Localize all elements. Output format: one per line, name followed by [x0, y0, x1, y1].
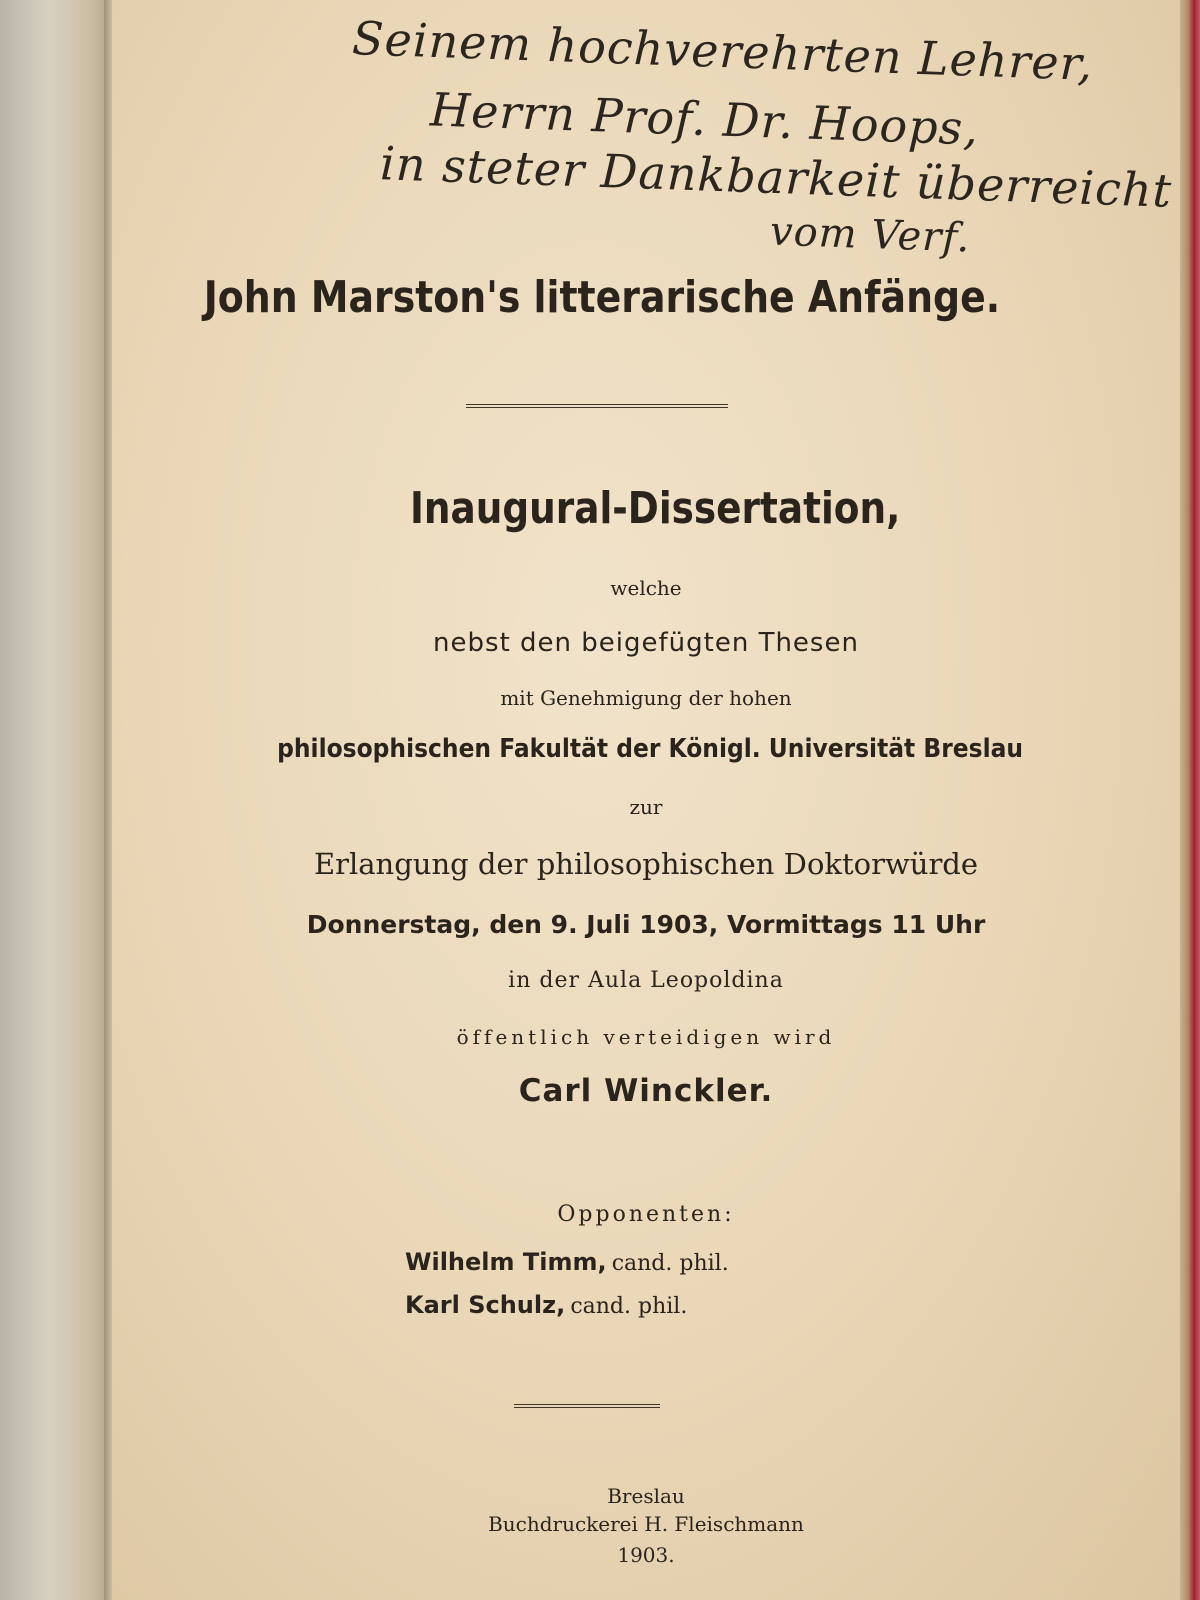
zur-line: zur: [629, 795, 663, 819]
defend-line: öffentlich verteidigen wird: [456, 1025, 836, 1049]
inscription-line-1: Seinem hochverehrten Lehrer,: [351, 11, 1095, 91]
inscription-line-3: in steter Dankbarkeit überreicht: [379, 136, 1173, 218]
dissertation-heading: Inaugural-Dissertation,: [409, 483, 901, 534]
inscription-line-4: vom Verf.: [769, 208, 972, 262]
imprint-printer: Buchdruckerei H. Fleischmann: [488, 1512, 804, 1536]
faculty-line: philosophischen Fakultät der Königl. Universität Breslau: [277, 734, 1024, 764]
date-line: Donnerstag, den 9. Juli 1903, Vormittags 11 Uhr: [306, 910, 986, 939]
opponent-name: Karl Schulz,: [405, 1291, 566, 1319]
opponent-name: Wilhelm Timm,: [405, 1248, 607, 1276]
double-rule-bottom: [514, 1404, 660, 1408]
opponent-item: [405, 1248, 729, 1276]
opponent-role: cand. phil.: [570, 1294, 688, 1319]
double-rule-top: [466, 404, 728, 408]
degree-line: Erlangung der philosophischen Doktorwürde: [313, 847, 979, 881]
imprint-year: 1903.: [617, 1543, 675, 1567]
inscription-line-2: Herrn Prof. Dr. Hoops,: [429, 82, 980, 156]
welche-line: welche: [610, 576, 682, 600]
author-name: Carl Winckler.: [518, 1073, 774, 1109]
cover-edge: [1180, 0, 1200, 1600]
nebst-line: nebst den beigefügten Thesen: [433, 628, 859, 658]
opponent-item: [405, 1291, 687, 1319]
opponents-heading: Opponenten:: [557, 1202, 735, 1227]
place-line: in der Aula Leopoldina: [508, 968, 784, 993]
book-title: John Marston's litterarische Anfänge.: [203, 272, 1001, 323]
book-spine: [0, 0, 110, 1600]
imprint-city: Breslau: [607, 1484, 685, 1508]
approval-line: mit Genehmigung der hohen: [500, 686, 792, 710]
opponent-role: cand. phil.: [611, 1251, 729, 1276]
